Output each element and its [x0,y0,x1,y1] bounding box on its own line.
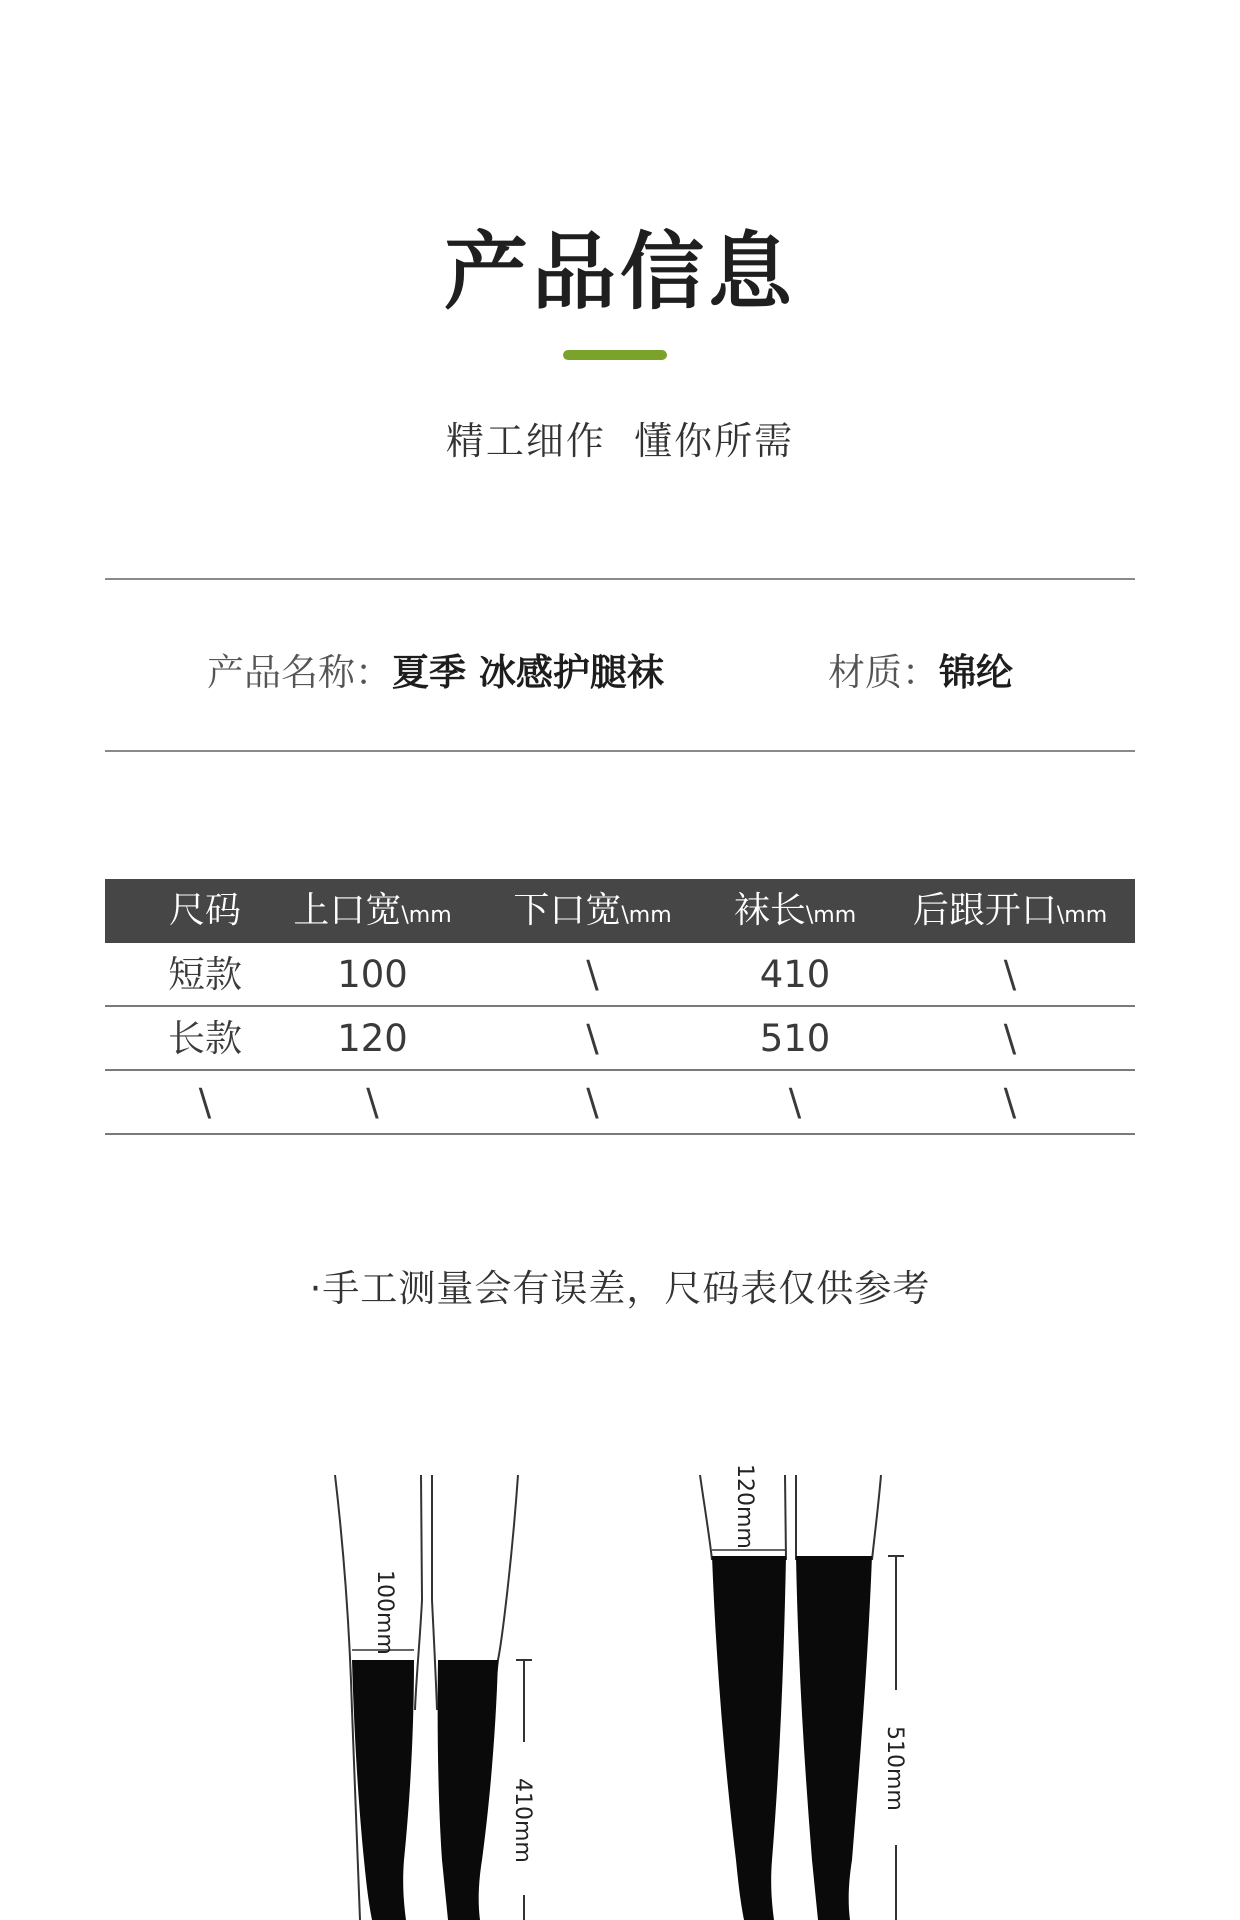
product-name [207,642,664,696]
long-length-label: 510mm [882,1726,907,1811]
long-sock-left [712,1556,786,1920]
table-row [105,1071,1135,1135]
table-cell: \ [1003,1081,1017,1124]
table-cell: 长款 [168,1017,242,1060]
short-style-illustration [335,1475,535,1920]
table-cell: \ [1003,953,1017,996]
table-cell: 短款 [168,953,242,996]
table-cell: \ [1003,1017,1017,1060]
long-leg-left-inner [785,1475,786,1560]
product-material [828,642,1013,696]
header-bottom-width: 下口宽\mm [513,890,672,931]
header-size: 尺码 [168,890,241,931]
header-length: 袜长\mm [733,890,857,931]
material-value: 锦纶 [939,651,1013,694]
long-sock-right [796,1556,872,1920]
table-cell: \ [788,1081,802,1124]
divider-top [105,578,1135,580]
short-sock-left [352,1660,414,1920]
size-diagram [0,1460,1240,1920]
page-subtitle: 精工细作 懂你所需 [445,419,795,463]
long-top-width-label: 120mm [732,1464,757,1549]
product-name-value: 夏季 冰感护腿袜 [392,651,664,694]
table-cell: \ [366,1081,379,1124]
table-cell: 510 [759,1017,831,1060]
table-cell: \ [586,953,599,996]
short-length-label: 410mm [510,1778,535,1863]
measurement-note: ·手工测量会有误差，尺码表仅供参考 [309,1267,931,1310]
table-cell: \ [586,1081,599,1124]
header-heel-opening: 后跟开口\mm [912,890,1108,931]
short-leg-right-inner [432,1475,437,1710]
material-label: 材质： [828,651,939,694]
size-table [105,879,1135,1135]
long-leg-right-outline [872,1475,881,1560]
title-accent-bar [563,350,667,360]
size-table-header [105,879,1135,943]
long-leg-left-outline [700,1475,712,1560]
header-top-width: 上口宽\mm [293,890,452,931]
table-row [105,943,1135,1007]
table-cell: 410 [759,953,831,996]
short-top-width-label: 100mm [372,1570,397,1655]
long-style-illustration [700,1464,907,1920]
product-info-row [0,642,1240,692]
table-cell: \ [586,1017,599,1060]
page-title: 产品信息 [443,223,796,321]
table-cell: 100 [337,953,408,996]
table-cell: 120 [337,1017,408,1060]
table-cell: \ [198,1081,212,1124]
table-row [105,1007,1135,1071]
short-sock-right [438,1660,498,1920]
divider-bottom [105,750,1135,752]
short-leg-left-inner [415,1475,422,1710]
product-name-label: 产品名称： [207,651,392,694]
